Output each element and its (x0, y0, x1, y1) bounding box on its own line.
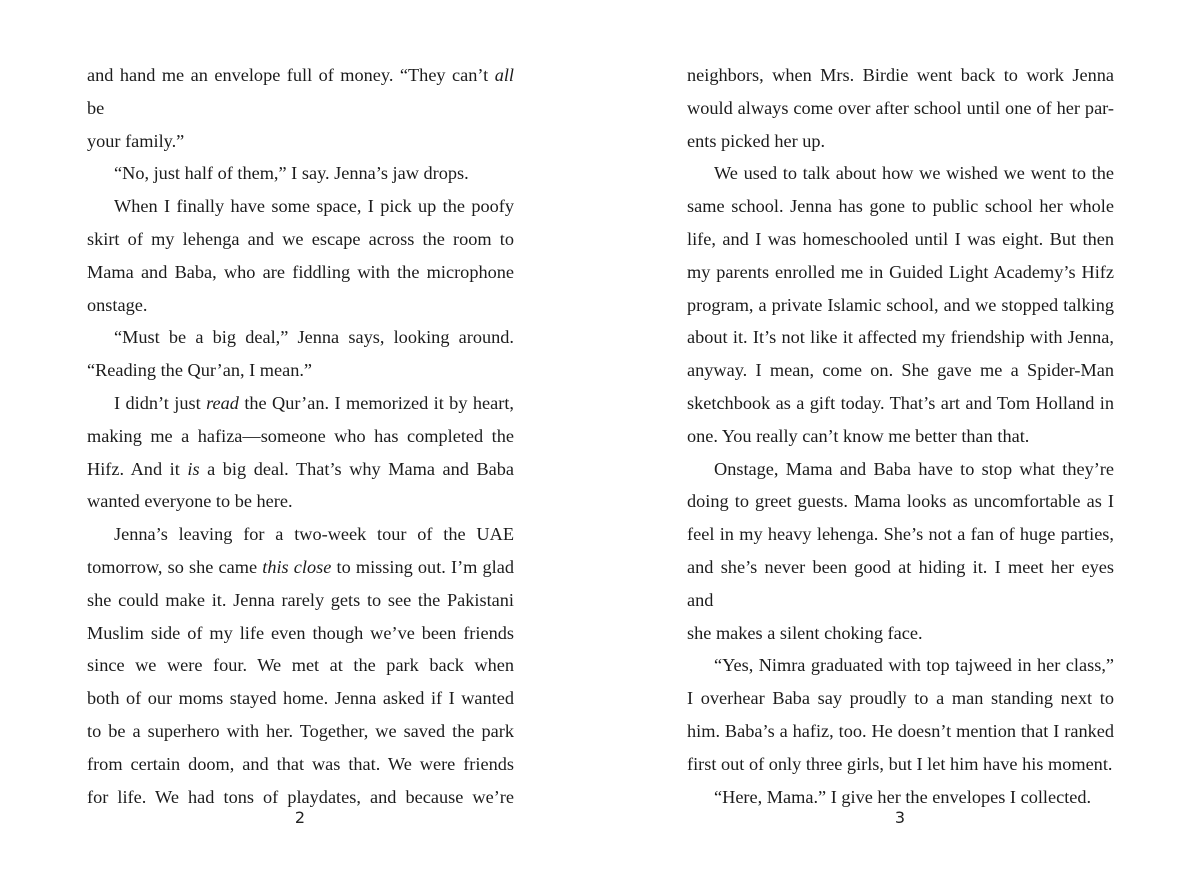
text-line: making me a hafiza—someone who has completed the (87, 425, 514, 446)
text-line: and she’s never been good at hiding it. I meet her eyes and (687, 556, 1114, 610)
paragraph (87, 190, 514, 321)
text-line: first out of only three girls, but I let him have his moment. (687, 753, 1113, 774)
text-line: tomorrow, so she came this close to missing out. I’m glad (87, 556, 515, 577)
text-line: Hifz. And it is a big deal. That’s why Mama and Baba (87, 458, 514, 479)
paragraph (687, 453, 1114, 650)
text-line: Muslim side of my life even though we’ve been friends (87, 622, 514, 643)
text-line: about it. It’s not like it affected my friendship with Jenna, (687, 327, 1114, 348)
paragraph (87, 321, 514, 387)
paragraph (87, 518, 514, 813)
right-page (687, 59, 1114, 813)
text-line: my parents enrolled me in Guided Light Academy’s Hifz (687, 261, 1114, 282)
text-line: life, and I was homeschooled until I was eight. But then (687, 228, 1114, 249)
text-line: same school. Jenna has gone to public school her whole (687, 196, 1114, 217)
text-line: program, a private Islamic school, and we stopped talking (687, 294, 1114, 315)
text-line: feel in my heavy lehenga. She’s not a fan of huge parties, (687, 524, 1114, 545)
text-line: I overhear Baba say proudly to a man standing next to (687, 688, 1114, 709)
text-line: both of our moms stayed home. Jenna asked if I wanted (87, 688, 514, 709)
text-line: she could make it. Jenna rarely gets to see the Pakistani (87, 589, 514, 610)
text-line: and hand me an envelope full of money. “They can’t all be (87, 65, 514, 118)
text-line: for life. We had tons of playdates, and because we’re (87, 786, 514, 807)
text-line: We used to talk about how we wished we went to the (714, 163, 1114, 184)
text-line: “Yes, Nimra graduated with top tajweed in her class,” (714, 655, 1114, 676)
right-page-number: 3 (894, 808, 906, 827)
text-line: “Here, Mama.” I give her the envelopes I collected. (714, 786, 1092, 807)
left-page (87, 59, 514, 813)
text-line: “No, just half of them,” I say. Jenna’s jaw drops. (114, 163, 469, 184)
text-line: “Must be a big deal,” Jenna says, looking around. (114, 327, 514, 348)
text-line: one. You really can’t know me better than that. (687, 425, 1030, 446)
text-line: him. Baba’s a hafiz, too. He doesn’t mention that I ranked (687, 720, 1114, 741)
text-line: doing to greet guests. Mama looks as uncomfortable as I (687, 491, 1114, 512)
paragraph (687, 59, 1114, 157)
text-line: skirt of my lehenga and we escape across the room to (87, 228, 514, 249)
paragraph (687, 649, 1114, 780)
text-line: Mama and Baba, who are fiddling with the microphone (87, 261, 514, 282)
text-line: neighbors, when Mrs. Birdie went back to work Jenna (687, 65, 1114, 85)
left-page-number: 2 (294, 808, 306, 827)
text-line: would always come over after school until one of her par- (687, 97, 1114, 118)
text-line: ents picked her up. (687, 130, 826, 151)
paragraph (87, 387, 514, 518)
text-line: she makes a silent choking face. (687, 622, 923, 643)
text-line: onstage. (87, 294, 148, 315)
text-line: I didn’t just read the Qur’an. I memorized it by heart, (114, 392, 514, 413)
paragraph (87, 157, 514, 190)
text-line: wanted everyone to be here. (87, 491, 293, 512)
text-line: Onstage, Mama and Baba have to stop what they’re (714, 458, 1114, 479)
text-line: your family.” (87, 130, 185, 151)
text-line: sketchbook as a gift today. That’s art and Tom Holland in (687, 392, 1114, 413)
text-line: anyway. I mean, come on. She gave me a Spider-Man (687, 360, 1114, 381)
paragraph (687, 157, 1114, 452)
text-line: Jenna’s leaving for a two-week tour of the UAE (114, 524, 514, 545)
text-line: from certain doom, and that was that. We were friends (87, 753, 514, 774)
text-line: When I finally have some space, I pick up the poofy (114, 196, 514, 217)
paragraph (87, 59, 514, 157)
text-line: “Reading the Qur’an, I mean.” (87, 360, 313, 381)
text-line: since we were four. We met at the park back when (87, 655, 514, 676)
text-line: to be a superhero with her. Together, we saved the park (87, 720, 514, 741)
